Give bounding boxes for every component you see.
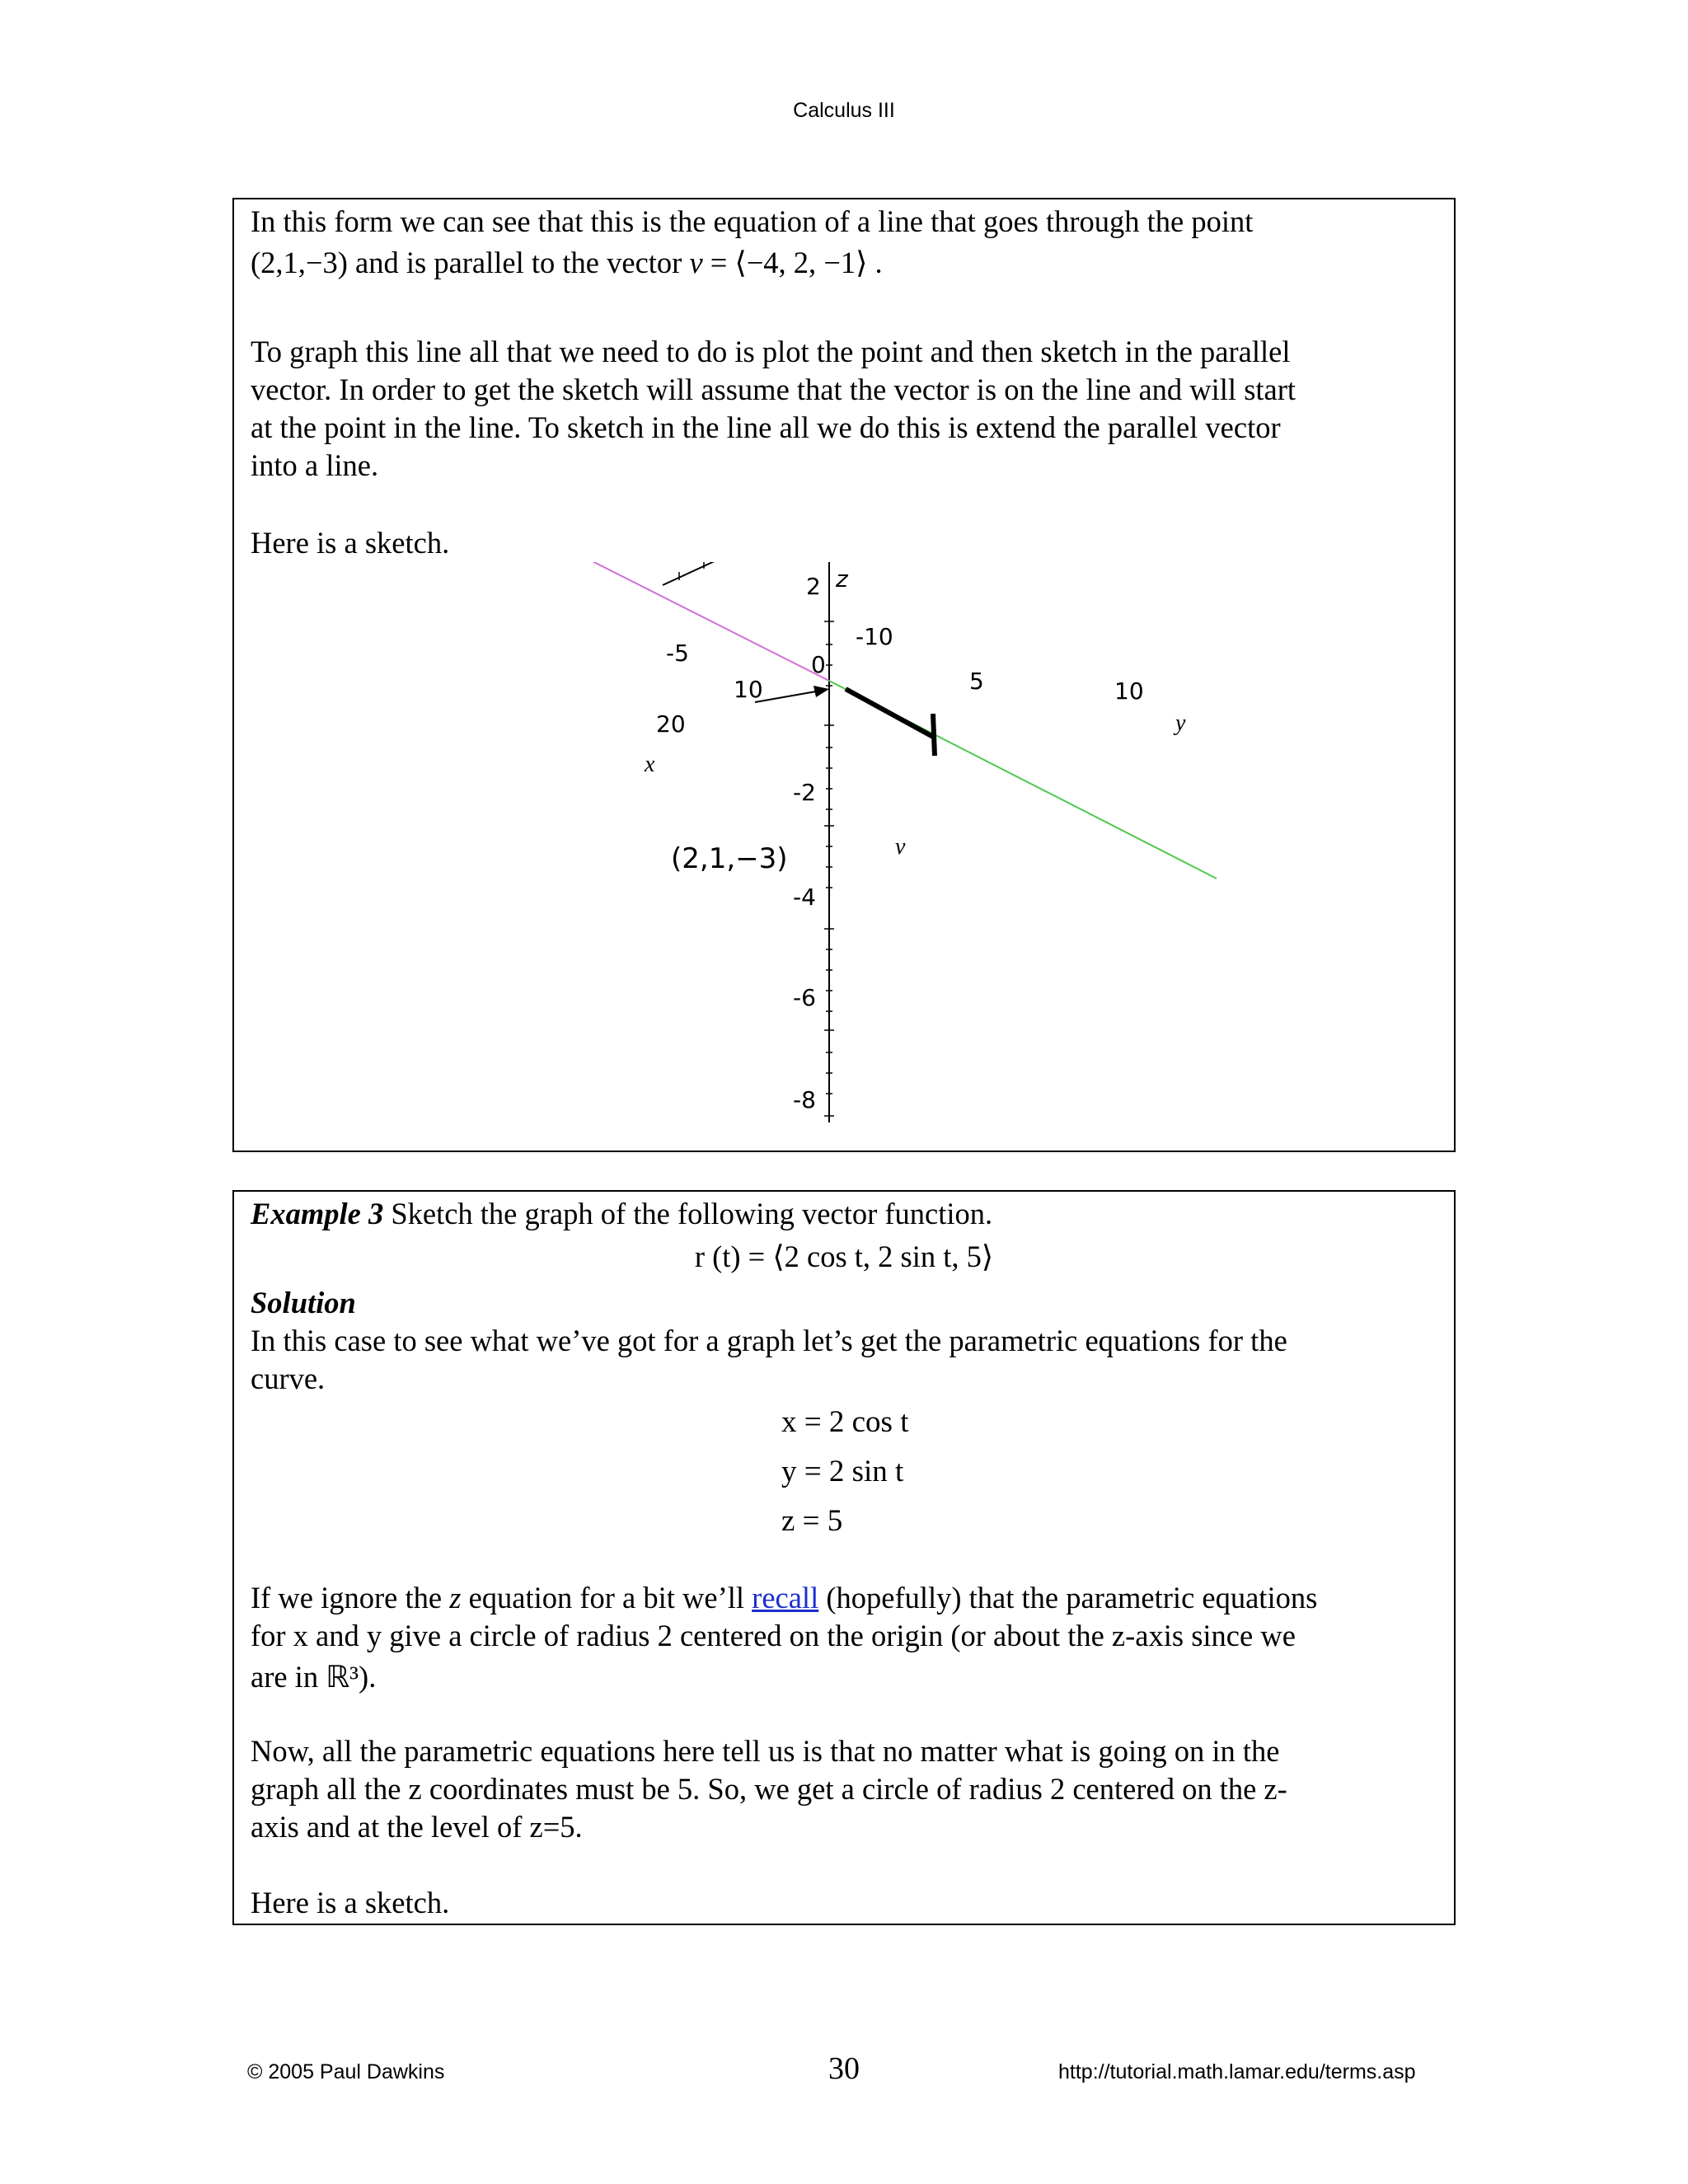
y-axis-label: y: [1175, 710, 1186, 736]
equation-y: y = 2 sin t: [781, 1455, 904, 1488]
solution-line-1: In this case to see what we’ve got for a graph let’s get the parametric equations for the: [251, 1324, 1287, 1357]
z-tick-label-neg6: -6: [793, 984, 816, 1011]
sketch-label-2: Here is a sketch.: [251, 1886, 450, 1919]
x-tick-label-10: 10: [734, 676, 763, 703]
sketch-label: Here is a sketch.: [251, 526, 450, 560]
paragraph-graph-line-3: at the point in the line. To sketch in the line all we do this is extend the parallel vector: [251, 410, 1281, 444]
z-tick-label-neg4: -4: [793, 883, 816, 911]
parametric-equations: [781, 1398, 908, 1546]
y-tick-label-10: 10: [1114, 677, 1144, 705]
recall-line-3: are in ℝ³).: [251, 1660, 377, 1694]
content-box-line: [232, 198, 1456, 1152]
z-tick-label-2: 2: [806, 573, 821, 600]
vector-equation: = ⟨−4, 2, −1⟩ .: [702, 246, 883, 279]
paragraph-graph-line-2: vector. In order to get the sketch will assume that the vector is on the line and will start: [251, 373, 1296, 406]
z-level-line-2: graph all the z coordinates must be 5. So, we get a circle of radius 2 centered on the z-: [251, 1772, 1287, 1806]
example-label: Example 3: [251, 1197, 384, 1230]
z-tick-label-neg8: -8: [793, 1086, 816, 1113]
equation-x: x = 2 cos t: [781, 1405, 909, 1439]
origin-label: 0: [811, 651, 826, 678]
solution-label: Solution: [251, 1286, 356, 1319]
z-level-line-3: axis and at the level of z=5.: [251, 1810, 583, 1844]
paragraph-point-vector: [251, 244, 1437, 282]
vector-name: v: [689, 246, 703, 279]
z-level-line-1: Now, all the parametric equations here tell us is that no matter what is going on in the: [251, 1734, 1280, 1768]
point-coordinates: (2,1,−3): [251, 246, 348, 279]
parallel-text: and is parallel to the vector: [347, 246, 690, 279]
recall-line-2: for x and y give a circle of radius 2 centered on the origin (or about the z-axis since we: [251, 1619, 1296, 1652]
recall-text-c: (hopefully) that the parametric equations: [818, 1581, 1318, 1615]
x-tick-label-20: 20: [656, 710, 686, 738]
paragraph-graph-line-1: To graph this line all that we need to do is plot the point and then sketch in the parallel: [251, 335, 1291, 368]
recall-text-a: If we ignore the: [251, 1581, 450, 1615]
x-axis-ticks: [679, 562, 959, 580]
vector-arrow: [846, 689, 935, 756]
vector-label: v: [895, 834, 906, 860]
example-heading: [251, 1195, 1437, 1233]
paragraph-graph-line-4: into a line.: [251, 448, 379, 482]
y-tick-label-5: 5: [969, 668, 984, 695]
page-header: Calculus III: [793, 99, 895, 122]
example-text: Sketch the graph of the following vector function.: [383, 1197, 993, 1230]
line-segment-upper: [476, 562, 829, 681]
recall-text-b: equation for a bit we’ll: [461, 1581, 753, 1615]
x-axis-label: x: [645, 752, 655, 777]
z-axis-label: z: [836, 565, 848, 593]
point-pointer-arrow: [755, 686, 829, 702]
x-tick-label-neg10: -10: [856, 623, 893, 650]
paragraph-line-equation: In this form we can see that this is the equation of a line that goes through the point: [251, 204, 1254, 238]
z-tick-label-neg2: -2: [793, 779, 816, 806]
page-number: 30: [828, 2051, 860, 2086]
footer-copyright: © 2005 Paul Dawkins: [247, 2060, 445, 2083]
footer-url: http://tutorial.math.lamar.edu/terms.asp: [1058, 2060, 1416, 2083]
x-axis: [663, 562, 966, 585]
vector-function: r (t) = ⟨2 cos t, 2 sin t, 5⟩: [694, 1240, 994, 1273]
recall-link[interactable]: recall: [752, 1581, 819, 1615]
recall-text-z: z: [449, 1581, 462, 1615]
content-box-example-3: [232, 1190, 1456, 1925]
solution-line-2: curve.: [251, 1361, 326, 1395]
x-tick-label-neg5: -5: [666, 640, 689, 667]
recall-line-1: [251, 1579, 1437, 1617]
solution-heading: [251, 1284, 1437, 1322]
equation-z: z = 5: [781, 1504, 843, 1538]
point-label: (2,1,−3): [671, 842, 788, 875]
line-3d-figure: [234, 562, 1457, 1155]
